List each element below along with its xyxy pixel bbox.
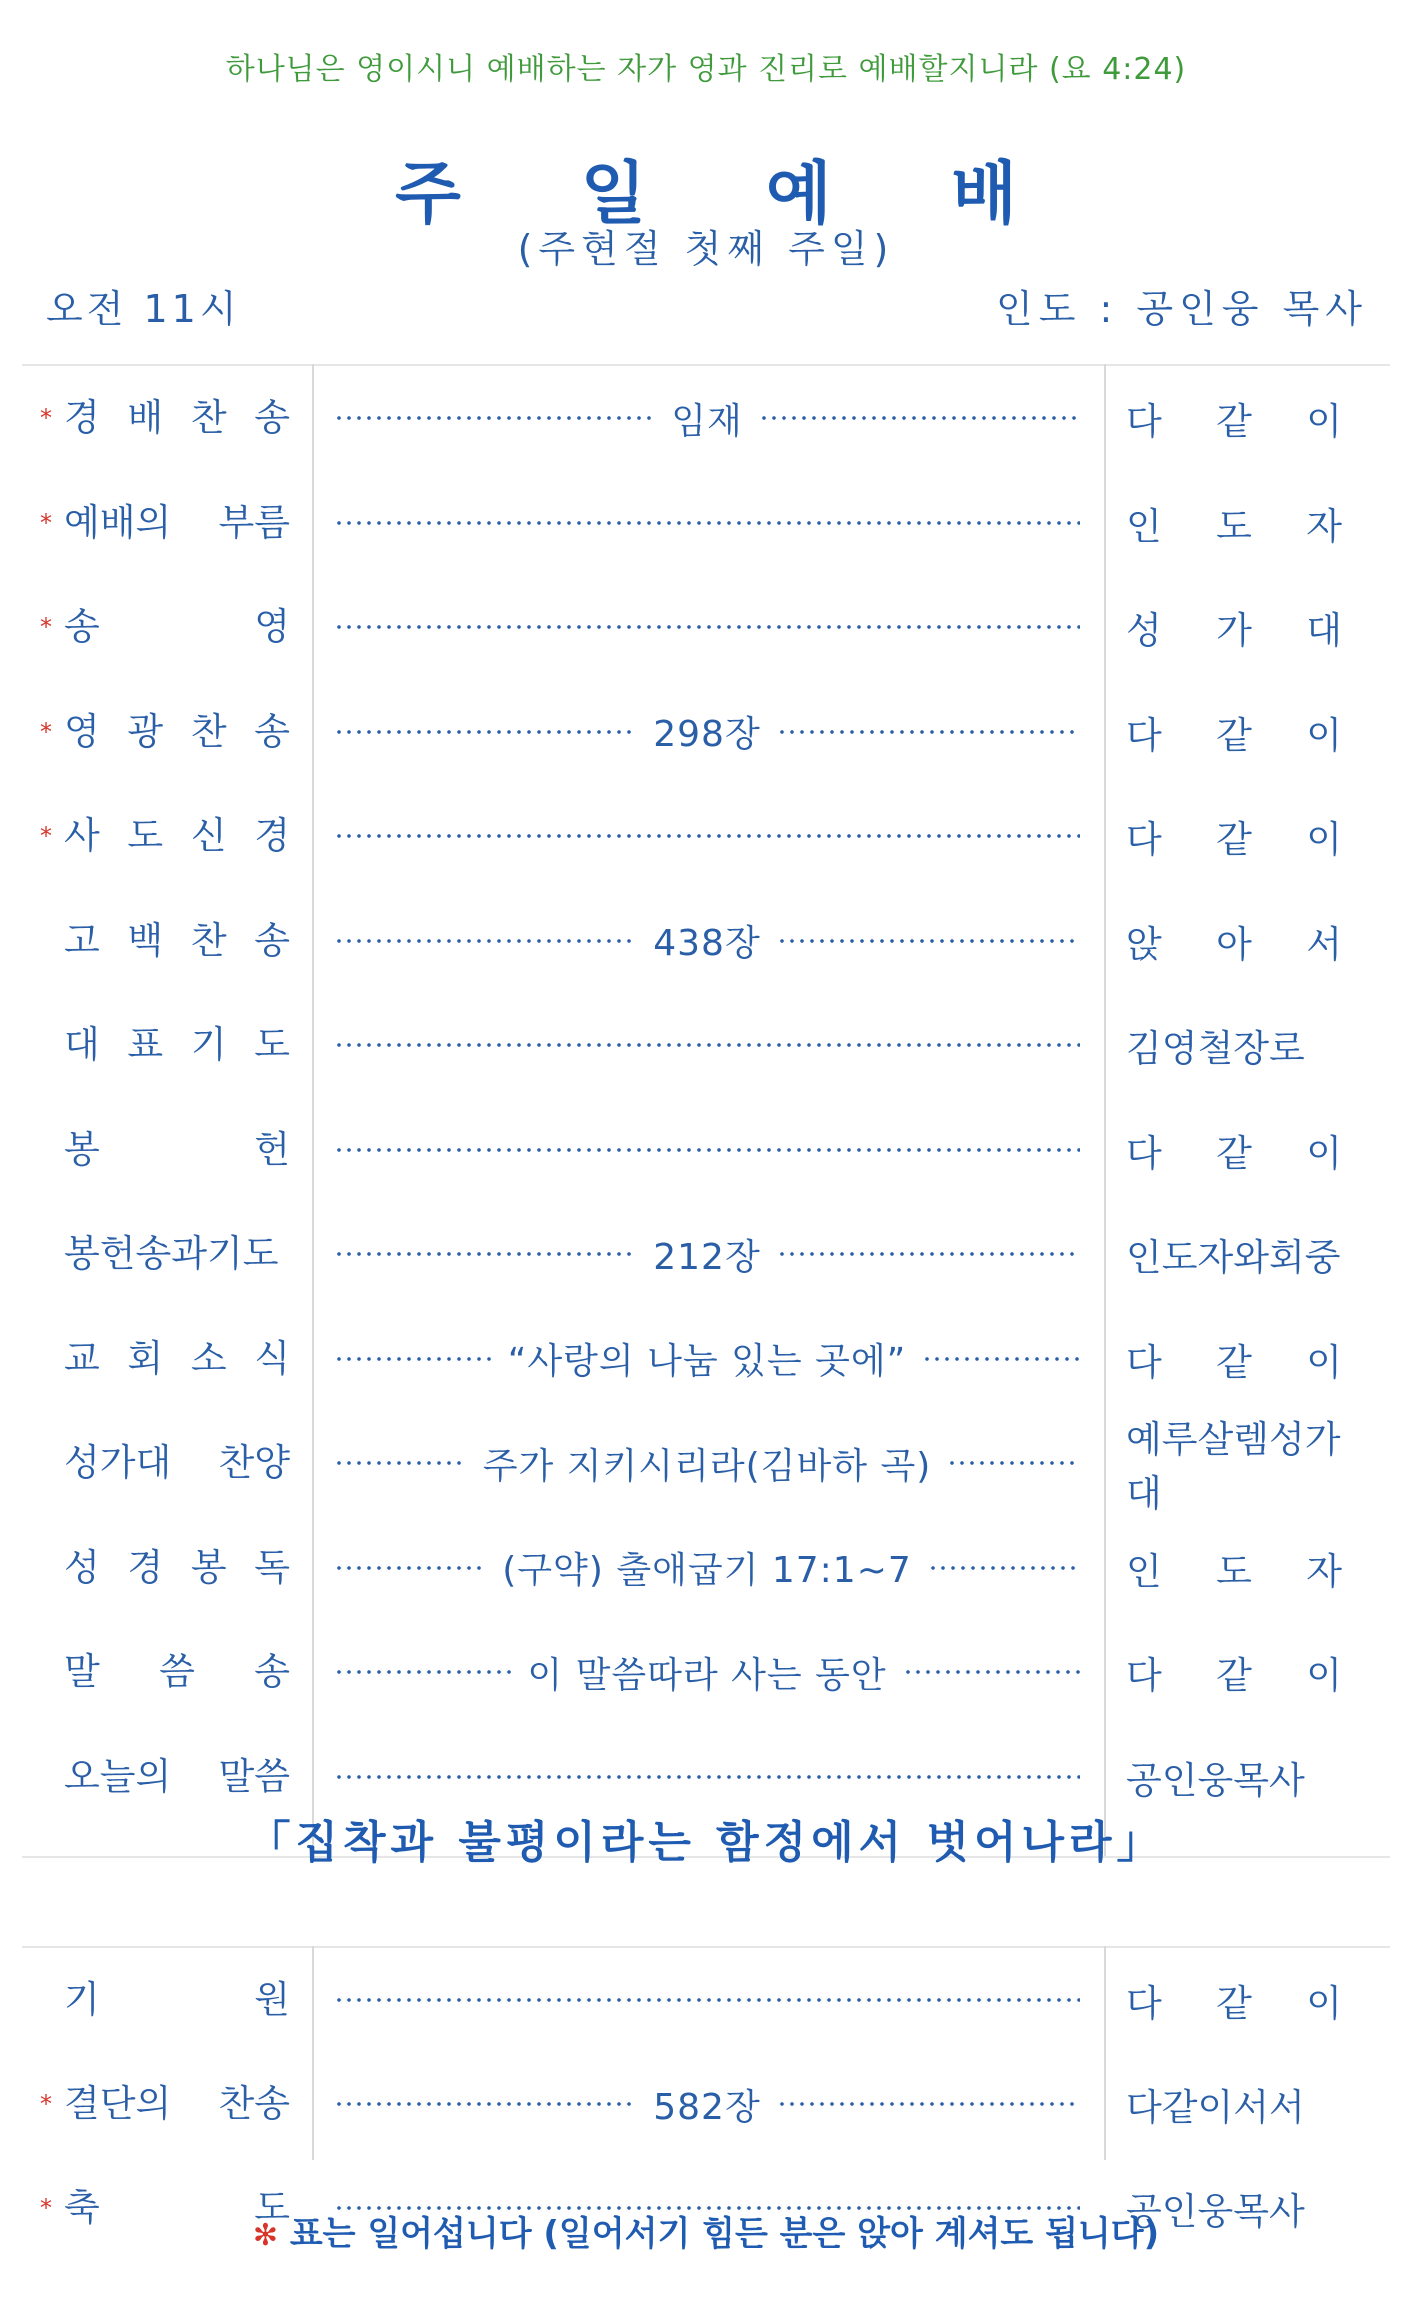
item-detail [334, 1516, 1080, 1620]
item-label-part: 식 [254, 1336, 290, 1380]
item-label-text [64, 1098, 290, 1202]
item-performer-part: 이 [1306, 1982, 1342, 2025]
item-label-part: 영 [254, 605, 290, 648]
standing-asterisk-icon: * [40, 613, 52, 641]
dotted-leader [947, 1460, 1080, 1466]
item-performer-part: 다 [1126, 1340, 1162, 1384]
item-label-part: 봉헌송과기도 [64, 1232, 279, 1275]
item-label-text [64, 366, 290, 470]
item-label [40, 680, 290, 784]
dotted-leader [334, 2101, 637, 2107]
item-performer-part: 다 [1126, 1131, 1162, 1175]
item-detail-text: 임재 [671, 400, 743, 442]
item-detail [334, 680, 1080, 784]
item-label-part: 축 [64, 2186, 100, 2229]
scripture-verse: 하나님은 영이시니 예배하는 자가 영과 진리로 예배할지니라 (요 4:24) [225, 52, 1187, 87]
item-label [40, 1411, 290, 1515]
service-time: 오전 11시 [46, 287, 241, 331]
item-label [40, 1516, 290, 1620]
service-leader: 인도 : 공인웅 목사 [996, 287, 1368, 331]
service-item [0, 1948, 1412, 2052]
item-label-part: 봉 [190, 1545, 227, 1589]
service-item [0, 1202, 1412, 1306]
item-performer-part: 이 [1306, 1654, 1342, 1697]
item-performer-part: 가 [1216, 609, 1252, 652]
item-performer-part: 이 [1306, 713, 1342, 757]
item-detail-text: 582장 [653, 2086, 761, 2128]
item-label-text [64, 889, 290, 993]
standing-asterisk-icon: * [40, 2090, 52, 2118]
item-label-part: 씀 [159, 1650, 195, 1693]
dotted-leader [334, 1147, 1080, 1153]
standing-asterisk-icon: * [40, 822, 52, 850]
item-label-part: 도 [127, 814, 164, 857]
item-performer-part: 같 [1216, 1982, 1252, 2025]
item-performer-part: 같 [1216, 713, 1252, 757]
item-performer-part: 이 [1306, 818, 1342, 861]
item-detail [334, 1948, 1080, 2052]
item-label [40, 366, 290, 470]
item-label-part: 송 [254, 396, 290, 439]
item-performer-part: 도 [1216, 1549, 1252, 1593]
dotted-leader [334, 1251, 637, 1257]
item-label-part: 찬양 [218, 1441, 290, 1484]
dotted-leader [334, 938, 637, 944]
standing-asterisk-icon: * [40, 717, 52, 746]
item-performer-part: 자 [1306, 504, 1342, 548]
dotted-leader [334, 729, 637, 735]
dotted-leader [777, 729, 1080, 735]
item-performer-part: 다 [1126, 818, 1162, 861]
item-label-part: 찬 [190, 918, 227, 962]
item-label-part: 오늘의 [64, 1754, 172, 1798]
item-label [40, 889, 290, 993]
item-detail [334, 366, 1080, 470]
item-performer-part: 앉 [1126, 922, 1162, 966]
item-label-part: 기 [64, 1978, 100, 2021]
item-performer-part: 자 [1306, 1549, 1342, 1593]
item-performer-part: 아 [1216, 922, 1252, 966]
item-detail [334, 1098, 1080, 1202]
item-label-text [64, 1411, 290, 1515]
item-performer-part: 다 [1126, 1654, 1162, 1697]
item-performer-part: 같 [1216, 818, 1252, 861]
service-item [0, 993, 1412, 1097]
dotted-leader [334, 520, 1080, 526]
item-performer-part: 이 [1306, 1131, 1342, 1175]
item-performer [1126, 889, 1342, 993]
item-label-part: 봉 [64, 1127, 100, 1171]
item-performer-part: 이 [1306, 400, 1342, 443]
dotted-leader [334, 1460, 467, 1466]
item-label-part: 대 [64, 1023, 100, 1066]
item-detail-text: 이 말씀따라 사는 동안 [527, 1654, 887, 1696]
item-label-part: 독 [254, 1545, 290, 1589]
dotted-leader [903, 1669, 1080, 1675]
item-label [40, 1620, 290, 1724]
standing-asterisk-icon: * [40, 404, 52, 432]
item-performer-part: 서 [1306, 922, 1342, 966]
item-label-text [64, 1948, 290, 2052]
dotted-leader [922, 1356, 1080, 1362]
item-label [40, 993, 290, 1097]
item-label-part: 광 [127, 709, 164, 753]
dotted-leader [334, 1774, 1080, 1780]
item-performer-part: 다 [1126, 400, 1162, 443]
item-label-part: 도 [254, 2186, 290, 2229]
dotted-leader [334, 1042, 1080, 1048]
item-label [40, 1098, 290, 1202]
item-label-part: 말씀 [218, 1754, 290, 1798]
item-label [40, 471, 290, 575]
item-label-part: 부름 [218, 500, 290, 544]
item-label [40, 1725, 290, 1829]
item-detail [334, 575, 1080, 679]
dotted-leader [334, 1669, 511, 1675]
item-detail-text: 438장 [653, 923, 761, 964]
item-performer [1126, 1516, 1342, 1620]
item-performer [1126, 1202, 1342, 1306]
item-label-text [64, 2052, 290, 2156]
item-label-part: 백 [127, 918, 164, 962]
service-item [0, 2052, 1412, 2156]
item-detail [334, 1202, 1080, 1306]
item-performer [1126, 471, 1342, 575]
item-performer-part: 다같이서서 [1126, 2086, 1305, 2129]
item-performer-part: 인 [1126, 504, 1162, 548]
item-label-part: 원 [254, 1978, 290, 2021]
page-title: 주 일 예 배 [395, 155, 1065, 234]
item-label-part: 찬 [190, 396, 227, 439]
item-label-part: 경 [127, 1545, 164, 1589]
item-performer-part: 공인웅목사 [1126, 1758, 1305, 1802]
item-performer-part: 같 [1216, 1340, 1252, 1384]
dotted-leader [777, 2101, 1080, 2107]
footnote-text: 표는 일어섭니다 (일어서기 힘든 분은 앉아 계셔도 됩니다) [289, 2214, 1160, 2254]
item-label-part: 찬송 [218, 2082, 290, 2125]
item-detail [334, 471, 1080, 575]
item-performer [1126, 1620, 1342, 1724]
dotted-leader [759, 415, 1080, 421]
item-performer-part: 다 [1126, 713, 1162, 757]
item-label [40, 1948, 290, 2052]
item-label-part: 송 [64, 605, 100, 648]
item-performer-part: 성 [1126, 609, 1162, 652]
item-label-part: 영 [64, 709, 100, 753]
item-detail [334, 993, 1080, 1097]
page-subtitle: (주현절 첫째 주일) [517, 227, 895, 271]
item-label-text [64, 1307, 290, 1411]
dotted-leader [334, 1997, 1080, 2003]
service-item [0, 575, 1412, 679]
service-item [0, 784, 1412, 888]
item-performer-part: 도 [1216, 504, 1252, 548]
item-label-part: 송 [254, 918, 290, 962]
dotted-leader [334, 833, 1080, 839]
item-label-text [64, 680, 290, 784]
dotted-leader [334, 624, 1080, 630]
item-label-text [64, 1202, 290, 1306]
item-label-part: 경 [254, 814, 290, 857]
item-label [40, 575, 290, 679]
dotted-leader [777, 938, 1080, 944]
item-label-text [64, 1725, 290, 1829]
item-detail [334, 1307, 1080, 1411]
item-performer [1126, 784, 1342, 888]
item-performer-part: 대 [1306, 609, 1342, 652]
dotted-leader [777, 1251, 1080, 1257]
item-label-part: 배 [127, 396, 164, 439]
item-performer-part: 인 [1126, 1549, 1162, 1593]
item-label-part: 소 [190, 1336, 227, 1380]
item-label-part: 경 [64, 396, 100, 439]
item-label-part: 헌 [254, 1127, 290, 1171]
item-performer-part: 인도자와회중 [1126, 1236, 1341, 1279]
item-label-part: 표 [127, 1023, 164, 1066]
item-label-part: 성 [64, 1545, 100, 1589]
item-detail [334, 2052, 1080, 2156]
item-performer-part: 공인웅목사 [1126, 2190, 1305, 2233]
service-item [0, 471, 1412, 575]
item-detail [334, 889, 1080, 993]
sermon-title: 「집착과 불평이라는 함정에서 벗어나라」 [246, 1817, 1166, 1868]
item-performer [1126, 680, 1342, 784]
item-performer-part: 김영철장로 [1126, 1027, 1305, 1070]
item-label-part: 송 [254, 1650, 290, 1693]
item-detail-text: 주가 지키시리라(김바하 곡) [482, 1445, 932, 1487]
item-label-part: 결단의 [64, 2082, 172, 2125]
item-performer [1126, 1411, 1342, 1515]
item-detail-text: 212장 [653, 1236, 761, 1278]
item-detail [334, 1620, 1080, 1724]
item-performer [1126, 1098, 1342, 1202]
item-label-part: 도 [254, 1023, 290, 1066]
item-performer [1126, 366, 1342, 470]
item-detail [334, 1725, 1080, 1829]
item-label [40, 1202, 290, 1306]
item-label-text [64, 784, 290, 888]
item-label-part: 예배의 [64, 500, 172, 544]
item-performer-part: 같 [1216, 1654, 1252, 1697]
item-label-part: 사 [64, 814, 100, 857]
standing-asterisk-icon: * [40, 508, 52, 537]
item-label-part: 고 [64, 918, 100, 962]
item-label-text [64, 1620, 290, 1724]
item-performer [1126, 1725, 1342, 1829]
service-item [0, 1307, 1412, 1411]
item-detail-text: “사랑의 나눔 있는 곳에” [507, 1341, 907, 1382]
item-label-part: 기 [190, 1023, 227, 1066]
item-detail [334, 784, 1080, 888]
item-performer-part: 이 [1306, 1340, 1342, 1384]
item-performer-part: 같 [1216, 1131, 1252, 1175]
item-label-part: 신 [190, 814, 227, 857]
item-label-text [64, 471, 290, 575]
dotted-leader [334, 1356, 492, 1362]
item-performer [1126, 1307, 1342, 1411]
item-performer-part: 다 [1126, 1982, 1162, 2025]
service-item [0, 1620, 1412, 1724]
item-label-text [64, 575, 290, 679]
item-performer [1126, 1948, 1342, 2052]
service-item [0, 1516, 1412, 1620]
item-label-text [64, 993, 290, 1097]
asterisk-icon: ✻ [252, 2218, 278, 2253]
dotted-leader [928, 1565, 1080, 1571]
service-item [0, 1725, 1412, 1829]
item-label-part: 성가대 [64, 1441, 172, 1484]
standing-asterisk-icon: * [40, 2194, 52, 2222]
dotted-leader [334, 1565, 486, 1571]
footnote [0, 2206, 1412, 2255]
item-label [40, 1307, 290, 1411]
item-label-text [64, 1516, 290, 1620]
service-item [0, 889, 1412, 993]
item-performer [1126, 2052, 1342, 2156]
item-label-part: 교 [64, 1336, 100, 1380]
service-item [0, 366, 1412, 470]
service-item [0, 1411, 1412, 1515]
item-label-part: 송 [254, 709, 290, 753]
service-item [0, 1098, 1412, 1202]
item-label-part: 찬 [190, 709, 227, 753]
item-performer [1126, 575, 1342, 679]
dotted-leader [334, 415, 655, 421]
item-label-part: 회 [127, 1336, 164, 1380]
item-detail-text: 298장 [653, 714, 761, 755]
item-label [40, 2052, 290, 2156]
service-item [0, 680, 1412, 784]
item-performer [1126, 993, 1342, 1097]
item-detail [334, 1411, 1080, 1515]
item-label [40, 784, 290, 888]
item-performer-part: 예루살렘성가대 [1126, 1418, 1341, 1515]
item-label-part: 말 [64, 1650, 100, 1693]
item-performer-part: 같 [1216, 400, 1252, 443]
item-detail-text: (구약) 출애굽기 17:1~7 [502, 1550, 912, 1591]
